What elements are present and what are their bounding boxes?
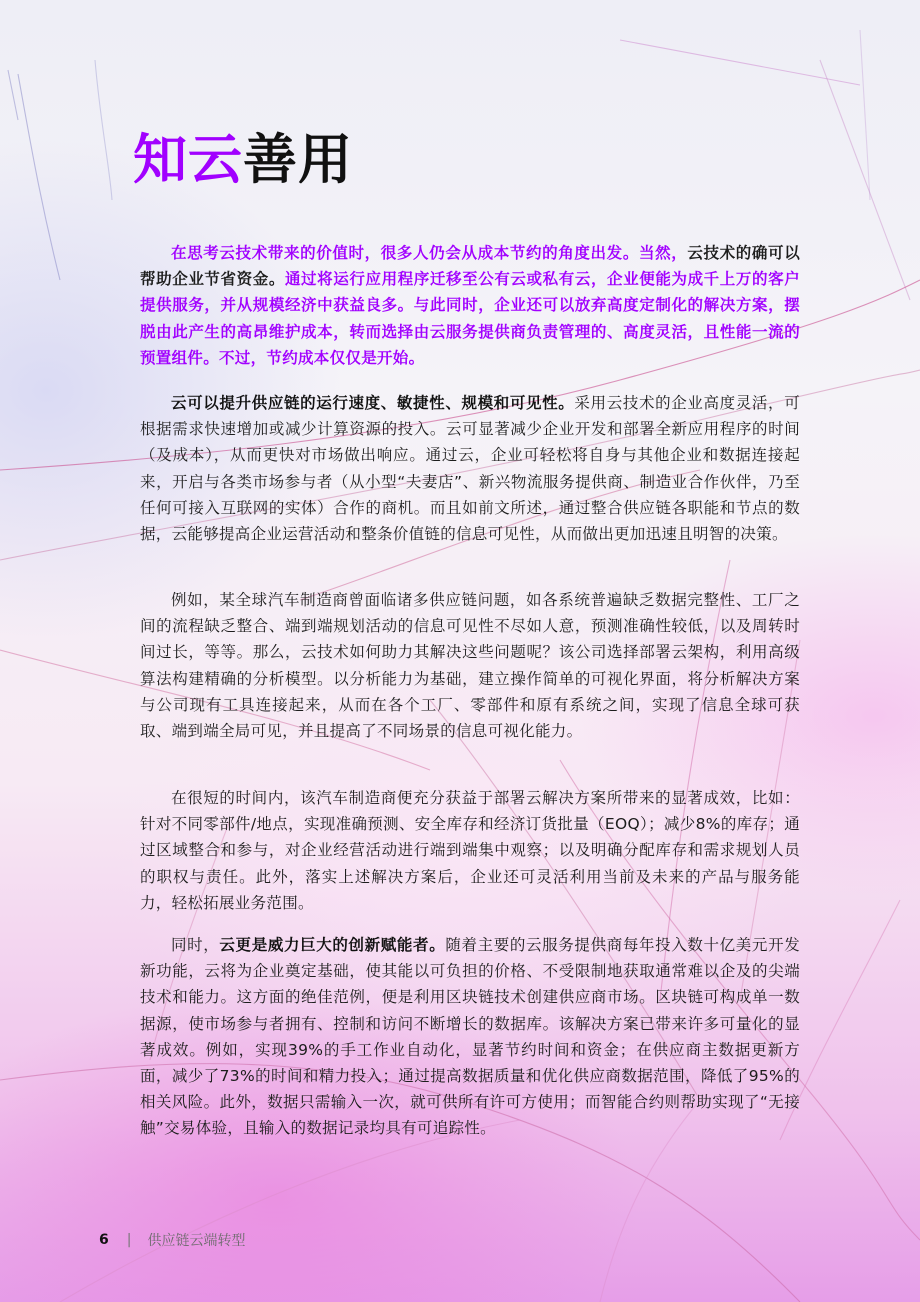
lead-part2: 云技术的确可以帮助企业节省资金。 xyxy=(140,244,800,289)
paragraph-visibility-text: 采用云技术的企业高度灵活，可根据需求快速增加或减少计算资源的投入。云可显著减少企业开发和部署全新应用程序的时间（及成本），从而更快对市场做出响应。通过云，企业可轻松将自身与其他企业和数据连接起来，开启与各类市场参与者（从小型“夫妻店”、新兴物流服务提供商、制造业合作伙伴，乃至任何可接入互联网的实体）合作的商机。而且如前文所述，通过整合供应链各职能和节点的数据，云能够提高企业运营活动和整条价值链的信息可见性，从而做出更加迅速且明智的决策。 xyxy=(140,394,800,544)
paragraph-automaker-example xyxy=(140,587,800,744)
page-title xyxy=(133,128,353,192)
page-number: 6 xyxy=(99,1232,109,1248)
footer-separator: | xyxy=(126,1232,132,1248)
title-rest: 善用 xyxy=(243,128,353,191)
paragraph-innovation-text: 随着主要的云服务提供商每年投入数十亿美元开发新功能，云将为企业奠定基础，使其能以可负担的价格、不受限制地获取通常难以企及的尖端技术和能力。这方面的绝佳范例，便是利用区块链技术创建供应商市场。区块链可构成单一数据源，使市场参与者拥有、控制和访问不断增长的数据库。该解决方案已带来许多可量化的显著成效。例如，实现39%的手工作业自动化，显著节约时间和资金；在供应商主数据更新方面，减少了73%的时间和精力投入；通过提高数据质量和优化供应商数据范围，降低了95%的相关风险。此外，数据只需输入一次，就可供所有许可方使用；而智能合约则帮助实现了“无接触”交易体验，且输入的数据记录均具有可追踪性。 xyxy=(140,936,801,1138)
title-accent: 知云 xyxy=(133,128,243,191)
paragraph-results-text: 在很短的时间内，该汽车制造商便充分获益于部署云解决方案所带来的显著成效，比如：针对不同零部件/地点，实现准确预测、安全库存和经济订货批量（EOQ）；减少8%的库存；通过区域整合和参与，对企业经营活动进行端到端集中观察；以及明确分配库存和需求规划人员的职权与责任。此外，落实上述解决方案后，企业还可灵活利用当前及未来的产品与服务能力，轻松拓展业务范围。 xyxy=(140,789,800,912)
lead-paragraph xyxy=(140,240,800,371)
paragraph-innovation-heading: 云更是威力巨大的创新赋能者。 xyxy=(219,936,446,954)
lead-part1: 在思考云技术带来的价值时，很多人仍会从成本节约的角度出发。当然， xyxy=(171,244,688,262)
lead-part3: 通过将运行应用程序迁移至公有云或私有云，企业便能为成千上万的客户提供服务，并从规模经济中获益良多。与此同时，企业还可以放弃高度定制化的解决方案，摆脱由此产生的高昂维护成本，转而选择由云服务提供商负责管理的、高度灵活，且性能一流的预置组件。不过，节约成本仅仅是开始。 xyxy=(140,270,801,367)
page-footer xyxy=(99,1230,245,1250)
paragraph-visibility-heading: 云可以提升供应链的运行速度、敏捷性、规模和可见性。 xyxy=(171,394,575,412)
paragraph-innovation-pre: 同时， xyxy=(171,936,220,954)
paragraph-results xyxy=(140,785,800,916)
paragraph-innovation xyxy=(140,932,800,1142)
paragraph-visibility xyxy=(140,390,800,547)
footer-doc-title: 供应链云端转型 xyxy=(147,1233,246,1249)
paragraph-automaker-text: 例如，某全球汽车制造商曾面临诸多供应链问题，如各系统普遍缺乏数据完整性、工厂之间的流程缺乏整合、端到端规划活动的信息可见性不尽如人意，预测准确性较低，以及周转时间过长，等等。那么，云技术如何助力其解决这些问题呢？该公司选择部署云架构，利用高级算法构建精确的分析模型。以分析能力为基础，建立操作简单的可视化界面，将分析解决方案与公司现有工具连接起来，从而在各个工厂、零部件和原有系统之间，实现了信息全球可获取、端到端全局可见，并且提高了不同场景的信息可视化能力。 xyxy=(140,591,800,741)
